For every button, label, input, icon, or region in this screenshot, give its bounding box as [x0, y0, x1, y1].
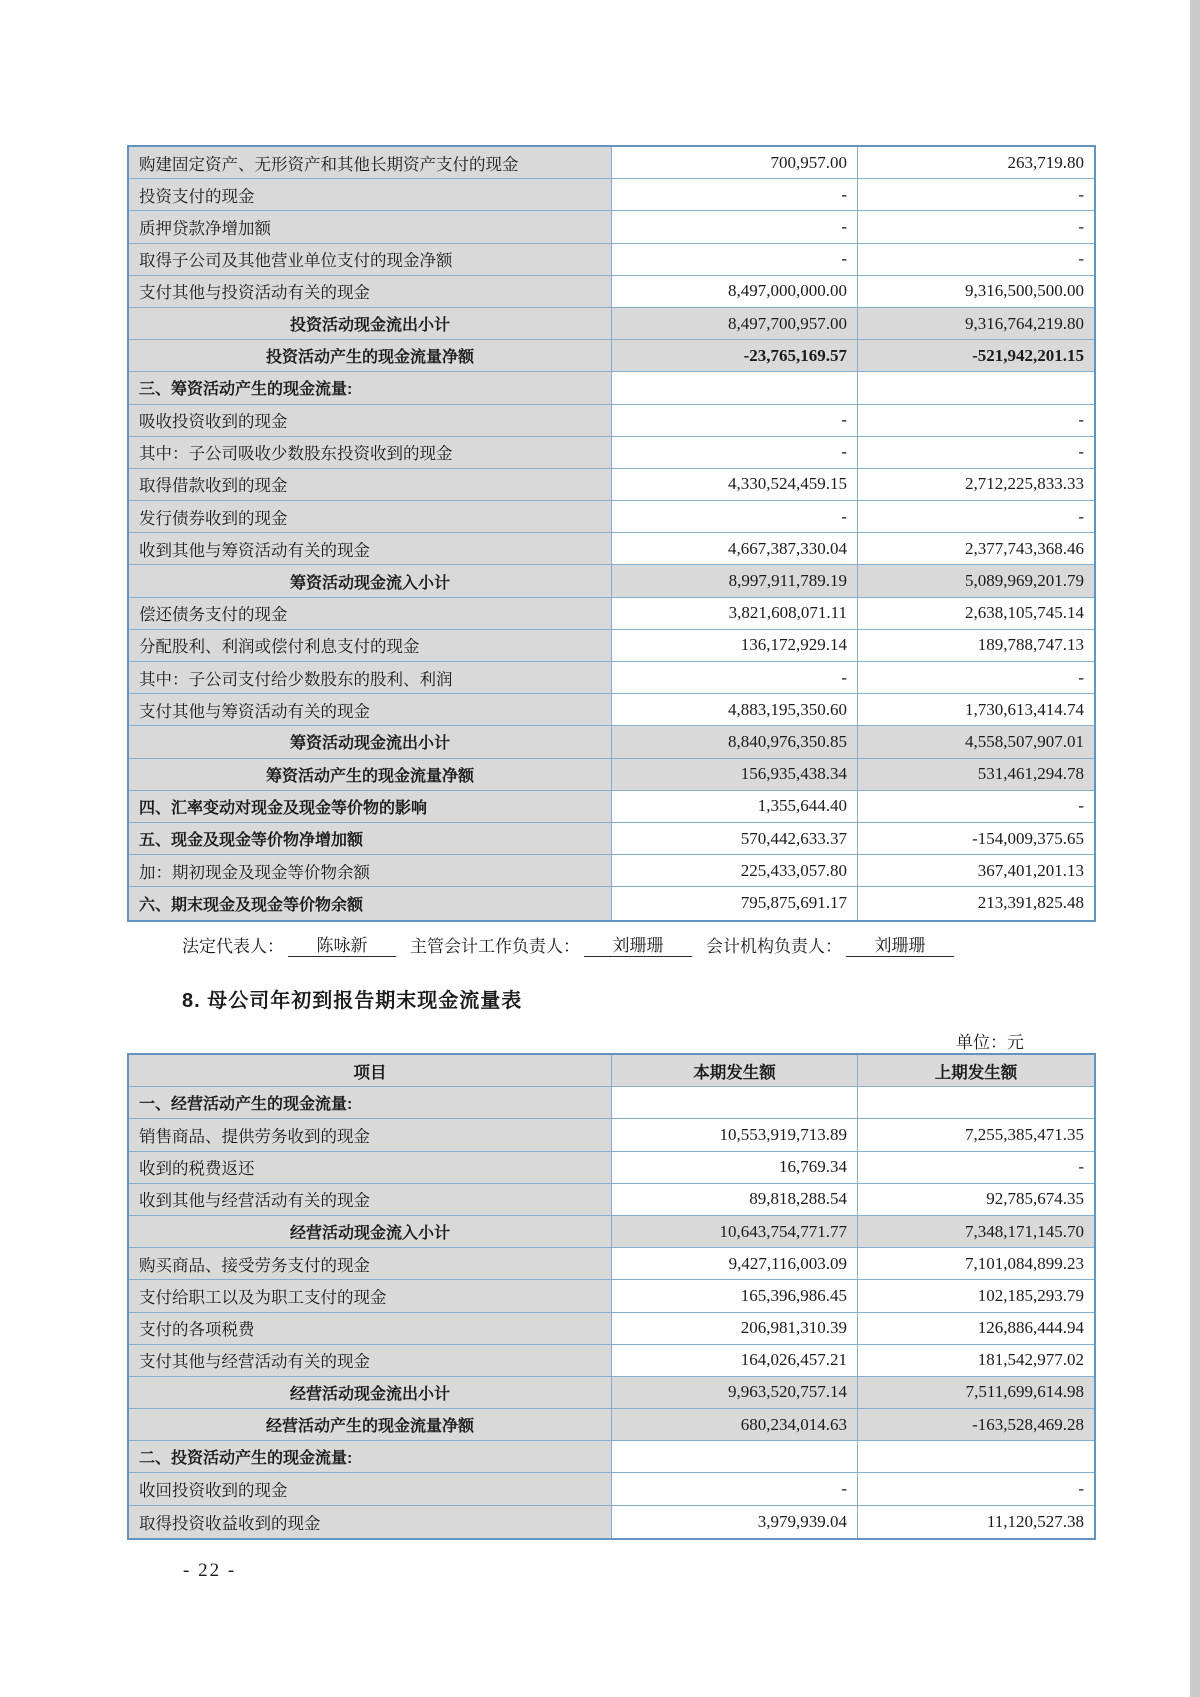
prior-period-value: 531,461,294.78	[858, 759, 1094, 790]
table-row	[129, 1248, 1094, 1280]
row-label: 购建固定资产、无形资产和其他长期资产支付的现金	[129, 147, 612, 178]
prior-period-value: 2,377,743,368.46	[858, 533, 1094, 564]
table-row	[129, 372, 1094, 404]
prior-period-value	[858, 1087, 1094, 1118]
prior-period-value: -	[858, 501, 1094, 532]
prior-period-value	[858, 372, 1094, 403]
current-period-value: -	[612, 501, 858, 532]
accounting-department-head-name: 刘珊珊	[846, 931, 954, 957]
row-label: 购买商品、接受劳务支付的现金	[129, 1248, 612, 1279]
prior-period-value: 4,558,507,907.01	[858, 726, 1094, 757]
row-label: 经营活动现金流出小计	[129, 1377, 612, 1408]
table-row	[129, 437, 1094, 469]
current-period-value: -	[612, 1473, 858, 1504]
current-period-value: 8,497,000,000.00	[612, 276, 858, 307]
current-period-value: 1,355,644.40	[612, 791, 858, 822]
table-row	[129, 1377, 1094, 1409]
consolidated-cash-flow-table-continued	[127, 145, 1096, 922]
table-row	[129, 823, 1094, 855]
prior-period-value: -	[858, 211, 1094, 242]
table-row	[129, 1184, 1094, 1216]
table-row	[129, 726, 1094, 758]
row-label: 收到其他与经营活动有关的现金	[129, 1184, 612, 1215]
table-row	[129, 179, 1094, 211]
row-label: 支付的各项税费	[129, 1313, 612, 1344]
prior-period-value: 213,391,825.48	[858, 887, 1094, 919]
table-row	[129, 1152, 1094, 1184]
current-period-value: 4,667,387,330.04	[612, 533, 858, 564]
section-8-title: 8. 母公司年初到报告期末现金流量表	[182, 990, 523, 1012]
current-period-value	[612, 372, 858, 403]
row-label: 投资支付的现金	[129, 179, 612, 210]
row-label: 收到的税费返还	[129, 1152, 612, 1183]
current-period-value	[612, 1441, 858, 1472]
current-period-value: 136,172,929.14	[612, 630, 858, 661]
current-period-value: 4,330,524,459.15	[612, 469, 858, 500]
current-period-value: 4,883,195,350.60	[612, 694, 858, 725]
current-period-value: 本期发生额	[612, 1055, 858, 1086]
prior-period-value: -163,528,469.28	[858, 1409, 1094, 1440]
current-period-value: 89,818,288.54	[612, 1184, 858, 1215]
chief-accountant-label: 主管会计工作负责人：	[410, 937, 580, 956]
table-row	[129, 1345, 1094, 1377]
row-label: 发行债券收到的现金	[129, 501, 612, 532]
prior-period-value: 7,348,171,145.70	[858, 1216, 1094, 1247]
prior-period-value: -	[858, 244, 1094, 275]
unit-label: 单位：元	[956, 1033, 1024, 1052]
table-row	[129, 533, 1094, 565]
prior-period-value: 7,511,699,614.98	[858, 1377, 1094, 1408]
prior-period-value: 9,316,500,500.00	[858, 276, 1094, 307]
legal-representative-name: 陈咏新	[288, 931, 396, 957]
prior-period-value: 126,886,444.94	[858, 1313, 1094, 1344]
table-row	[129, 855, 1094, 887]
prior-period-value: 上期发生额	[858, 1055, 1094, 1086]
row-label: 支付给职工以及为职工支付的现金	[129, 1280, 612, 1311]
table-row	[129, 308, 1094, 340]
current-period-value: -	[612, 437, 858, 468]
row-label: 四、汇率变动对现金及现金等价物的影响	[129, 791, 612, 822]
row-label: 收到其他与筹资活动有关的现金	[129, 533, 612, 564]
table-row	[129, 1313, 1094, 1345]
table-row	[129, 565, 1094, 597]
row-label: 其中：子公司吸收少数股东投资收到的现金	[129, 437, 612, 468]
table-row	[129, 340, 1094, 372]
current-period-value: 225,433,057.80	[612, 855, 858, 886]
prior-period-value: 2,712,225,833.33	[858, 469, 1094, 500]
prior-period-value: 7,255,385,471.35	[858, 1119, 1094, 1150]
table-row	[129, 791, 1094, 823]
table-row	[129, 1216, 1094, 1248]
table-row	[129, 276, 1094, 308]
table-row	[129, 469, 1094, 501]
prior-period-value: 11,120,527.38	[858, 1506, 1094, 1538]
table-row	[129, 1087, 1094, 1119]
prior-period-value: 181,542,977.02	[858, 1345, 1094, 1376]
current-period-value: 570,442,633.37	[612, 823, 858, 854]
table-row	[129, 405, 1094, 437]
table-row	[129, 694, 1094, 726]
prior-period-value: 367,401,201.13	[858, 855, 1094, 886]
current-period-value: -	[612, 405, 858, 436]
page-edge-shadow	[1190, 0, 1200, 1697]
row-label: 支付其他与投资活动有关的现金	[129, 276, 612, 307]
current-period-value: -	[612, 662, 858, 693]
prior-period-value	[858, 1441, 1094, 1472]
current-period-value: 3,821,608,071.11	[612, 598, 858, 629]
row-label: 加：期初现金及现金等价物余额	[129, 855, 612, 886]
row-label: 三、筹资活动产生的现金流量:	[129, 372, 612, 403]
current-period-value: 10,553,919,713.89	[612, 1119, 858, 1150]
table-header-row	[129, 1055, 1094, 1087]
row-label: 取得投资收益收到的现金	[129, 1506, 612, 1538]
row-label: 筹资活动现金流入小计	[129, 565, 612, 596]
row-label: 分配股利、利润或偿付利息支付的现金	[129, 630, 612, 661]
current-period-value: 164,026,457.21	[612, 1345, 858, 1376]
row-label: 取得借款收到的现金	[129, 469, 612, 500]
prior-period-value: -	[858, 1473, 1094, 1504]
table-row	[129, 598, 1094, 630]
table-row	[129, 662, 1094, 694]
table-row	[129, 147, 1094, 179]
prior-period-value: 7,101,084,899.23	[858, 1248, 1094, 1279]
prior-period-value: 189,788,747.13	[858, 630, 1094, 661]
table-row	[129, 1473, 1094, 1505]
current-period-value: 8,840,976,350.85	[612, 726, 858, 757]
row-label: 五、现金及现金等价物净增加额	[129, 823, 612, 854]
table-row	[129, 1409, 1094, 1441]
row-label: 经营活动现金流入小计	[129, 1216, 612, 1247]
prior-period-value: 102,185,293.79	[858, 1280, 1094, 1311]
current-period-value: 165,396,986.45	[612, 1280, 858, 1311]
parent-company-cash-flow-table	[127, 1053, 1096, 1540]
row-label: 收回投资收到的现金	[129, 1473, 612, 1504]
row-label: 二、投资活动产生的现金流量:	[129, 1441, 612, 1472]
row-label: 投资活动现金流出小计	[129, 308, 612, 339]
signature-line	[182, 931, 968, 957]
row-label: 质押贷款净增加额	[129, 211, 612, 242]
current-period-value: 10,643,754,771.77	[612, 1216, 858, 1247]
table-row	[129, 244, 1094, 276]
row-label: 吸收投资收到的现金	[129, 405, 612, 436]
current-period-value: -	[612, 179, 858, 210]
prior-period-value: 2,638,105,745.14	[858, 598, 1094, 629]
row-label: 销售商品、提供劳务收到的现金	[129, 1119, 612, 1150]
current-period-value: 3,979,939.04	[612, 1506, 858, 1538]
prior-period-value: 1,730,613,414.74	[858, 694, 1094, 725]
prior-period-value: -	[858, 1152, 1094, 1183]
current-period-value: 795,875,691.17	[612, 887, 858, 919]
current-period-value	[612, 1087, 858, 1118]
prior-period-value: -154,009,375.65	[858, 823, 1094, 854]
prior-period-value: -	[858, 662, 1094, 693]
current-period-value: 680,234,014.63	[612, 1409, 858, 1440]
row-label: 六、期末现金及现金等价物余额	[129, 887, 612, 919]
chief-accountant-name: 刘珊珊	[584, 931, 692, 957]
table-row	[129, 759, 1094, 791]
prior-period-value: -	[858, 791, 1094, 822]
legal-representative-label: 法定代表人：	[182, 937, 284, 956]
row-label: 经营活动产生的现金流量净额	[129, 1409, 612, 1440]
row-label: 支付其他与经营活动有关的现金	[129, 1345, 612, 1376]
prior-period-value: -	[858, 405, 1094, 436]
current-period-value: 9,963,520,757.14	[612, 1377, 858, 1408]
current-period-value: 9,427,116,003.09	[612, 1248, 858, 1279]
row-label: 一、经营活动产生的现金流量:	[129, 1087, 612, 1118]
prior-period-value: 9,316,764,219.80	[858, 308, 1094, 339]
table-row	[129, 887, 1094, 919]
page-number: - 22 -	[183, 1560, 237, 1581]
table-row	[129, 630, 1094, 662]
table-row	[129, 1280, 1094, 1312]
row-label: 项目	[129, 1055, 612, 1086]
current-period-value: 8,497,700,957.00	[612, 308, 858, 339]
current-period-value: 16,769.34	[612, 1152, 858, 1183]
current-period-value: 206,981,310.39	[612, 1313, 858, 1344]
prior-period-value: -521,942,201.15	[858, 340, 1094, 371]
current-period-value: 8,997,911,789.19	[612, 565, 858, 596]
table-row	[129, 1119, 1094, 1151]
prior-period-value: -	[858, 179, 1094, 210]
current-period-value: 156,935,438.34	[612, 759, 858, 790]
row-label: 筹资活动现金流出小计	[129, 726, 612, 757]
table-row	[129, 211, 1094, 243]
row-label: 取得子公司及其他营业单位支付的现金净额	[129, 244, 612, 275]
prior-period-value: 263,719.80	[858, 147, 1094, 178]
prior-period-value: 92,785,674.35	[858, 1184, 1094, 1215]
prior-period-value: 5,089,969,201.79	[858, 565, 1094, 596]
current-period-value: -23,765,169.57	[612, 340, 858, 371]
current-period-value: 700,957.00	[612, 147, 858, 178]
table-row	[129, 1441, 1094, 1473]
current-period-value: -	[612, 244, 858, 275]
table-row	[129, 1506, 1094, 1538]
row-label: 支付其他与筹资活动有关的现金	[129, 694, 612, 725]
row-label: 筹资活动产生的现金流量净额	[129, 759, 612, 790]
table-row	[129, 501, 1094, 533]
current-period-value: -	[612, 211, 858, 242]
row-label: 其中：子公司支付给少数股东的股利、利润	[129, 662, 612, 693]
accounting-department-head-label: 会计机构负责人：	[706, 937, 842, 956]
row-label: 偿还债务支付的现金	[129, 598, 612, 629]
prior-period-value: -	[858, 437, 1094, 468]
row-label: 投资活动产生的现金流量净额	[129, 340, 612, 371]
